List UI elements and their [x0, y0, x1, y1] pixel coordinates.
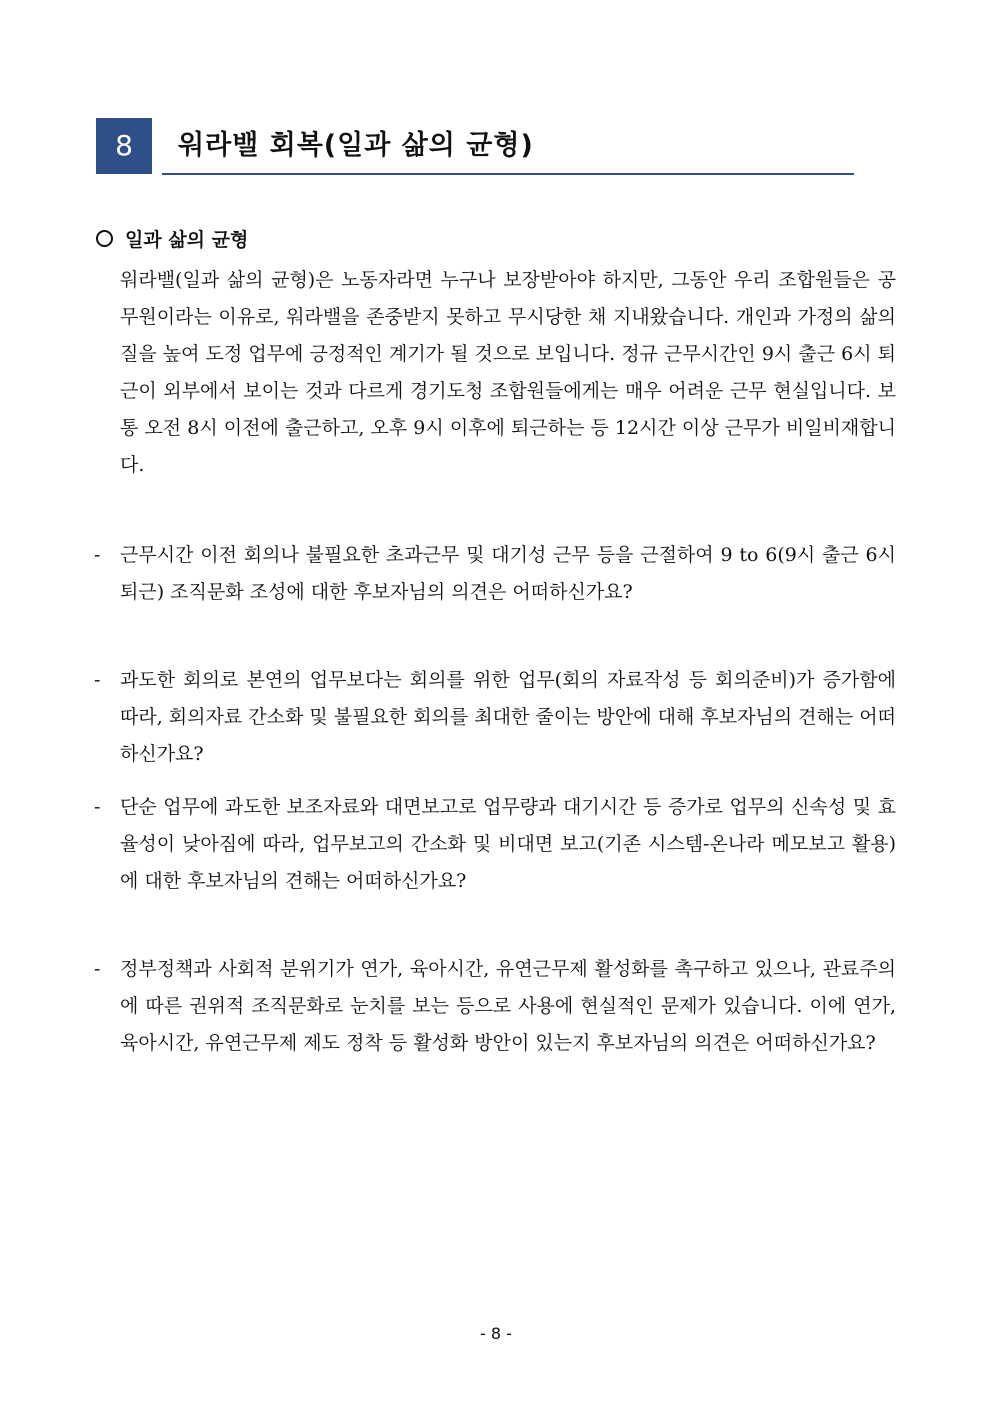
- question-text: 정부정책과 사회적 분위기가 연가, 육아시간, 유연근무제 활성화를 촉구하고 있으나, 관료주의에 따른 권위적 조직문화로 눈치를 보는 등으로 사용에 현실적인 문제가 있습니다. 이에 연가, 육아시간, 유연근무제 제도 정착 등 활성화 방안이 있는지 후보자님의 의견은 어떠하신가요?: [120, 958, 896, 1054]
- section-number-box: [96, 118, 152, 174]
- dash-bullet: -: [94, 544, 101, 566]
- dash-bullet: -: [94, 958, 101, 980]
- section-header: [96, 118, 854, 176]
- intro-paragraph: 워라밸(일과 삶의 균형)은 노동자라면 누구나 보장받아야 하지만, 그동안 우리 조합원들은 공무원이라는 이유로, 워라밸을 존중받지 못하고 무시당한 채 지내왔습니다. 개인과 가정의 삶의 질을 높여 도정 업무에 긍정적인 계기가 될 것으로 보입니다. 정규 근무시간인 9시 출근 6시 퇴근이 외부에서 보이는 것과 다르게 경기도청 조합원들에게는 매우 어려운 근무 현실입니다. 보통 오전 8시 이전에 출근하고, 오후 9시 이후에 퇴근하는 등 12시간 이상 근무가 비일비재합니다.: [120, 269, 896, 476]
- question-item: [94, 662, 896, 773]
- question-text: 과도한 회의로 본연의 업무보다는 회의를 위한 업무(회의 자료작성 등 회의준비)가 증가함에 따라, 회의자료 간소화 및 불필요한 회의를 최대한 줄이는 방안에 대해 후보자님의 견해는 어떠하신가요?: [120, 669, 896, 765]
- question-item: [94, 537, 896, 611]
- dash-bullet: -: [94, 796, 101, 818]
- subsection-heading: [96, 224, 248, 256]
- title-underline: [162, 173, 854, 175]
- question-text: 근무시간 이전 회의나 불필요한 초과근무 및 대기성 근무 등을 근절하여 9 to 6(9시 출근 6시 퇴근) 조직문화 조성에 대한 후보자님의 의견은 어떠하신가요?: [120, 544, 896, 603]
- section-number: 8: [115, 129, 133, 162]
- question-item: [94, 789, 896, 900]
- page-number: - 8 -: [480, 1324, 512, 1343]
- dash-bullet: -: [94, 669, 101, 691]
- question-item: [94, 951, 896, 1062]
- circle-bullet-icon: [96, 230, 113, 247]
- question-text: 단순 업무에 과도한 보조자료와 대면보고로 업무량과 대기시간 등 증가로 업무의 신속성 및 효율성이 낮아짐에 따라, 업무보고의 간소화 및 비대면 보고(기존 시스템-온나라 메모보고 활용)에 대한 후보자님의 견해는 어떠하신가요?: [120, 796, 896, 892]
- section-title: 워라밸 회복(일과 삶의 균형): [178, 130, 534, 161]
- subsection-heading-text: 일과 삶의 균형: [125, 229, 249, 251]
